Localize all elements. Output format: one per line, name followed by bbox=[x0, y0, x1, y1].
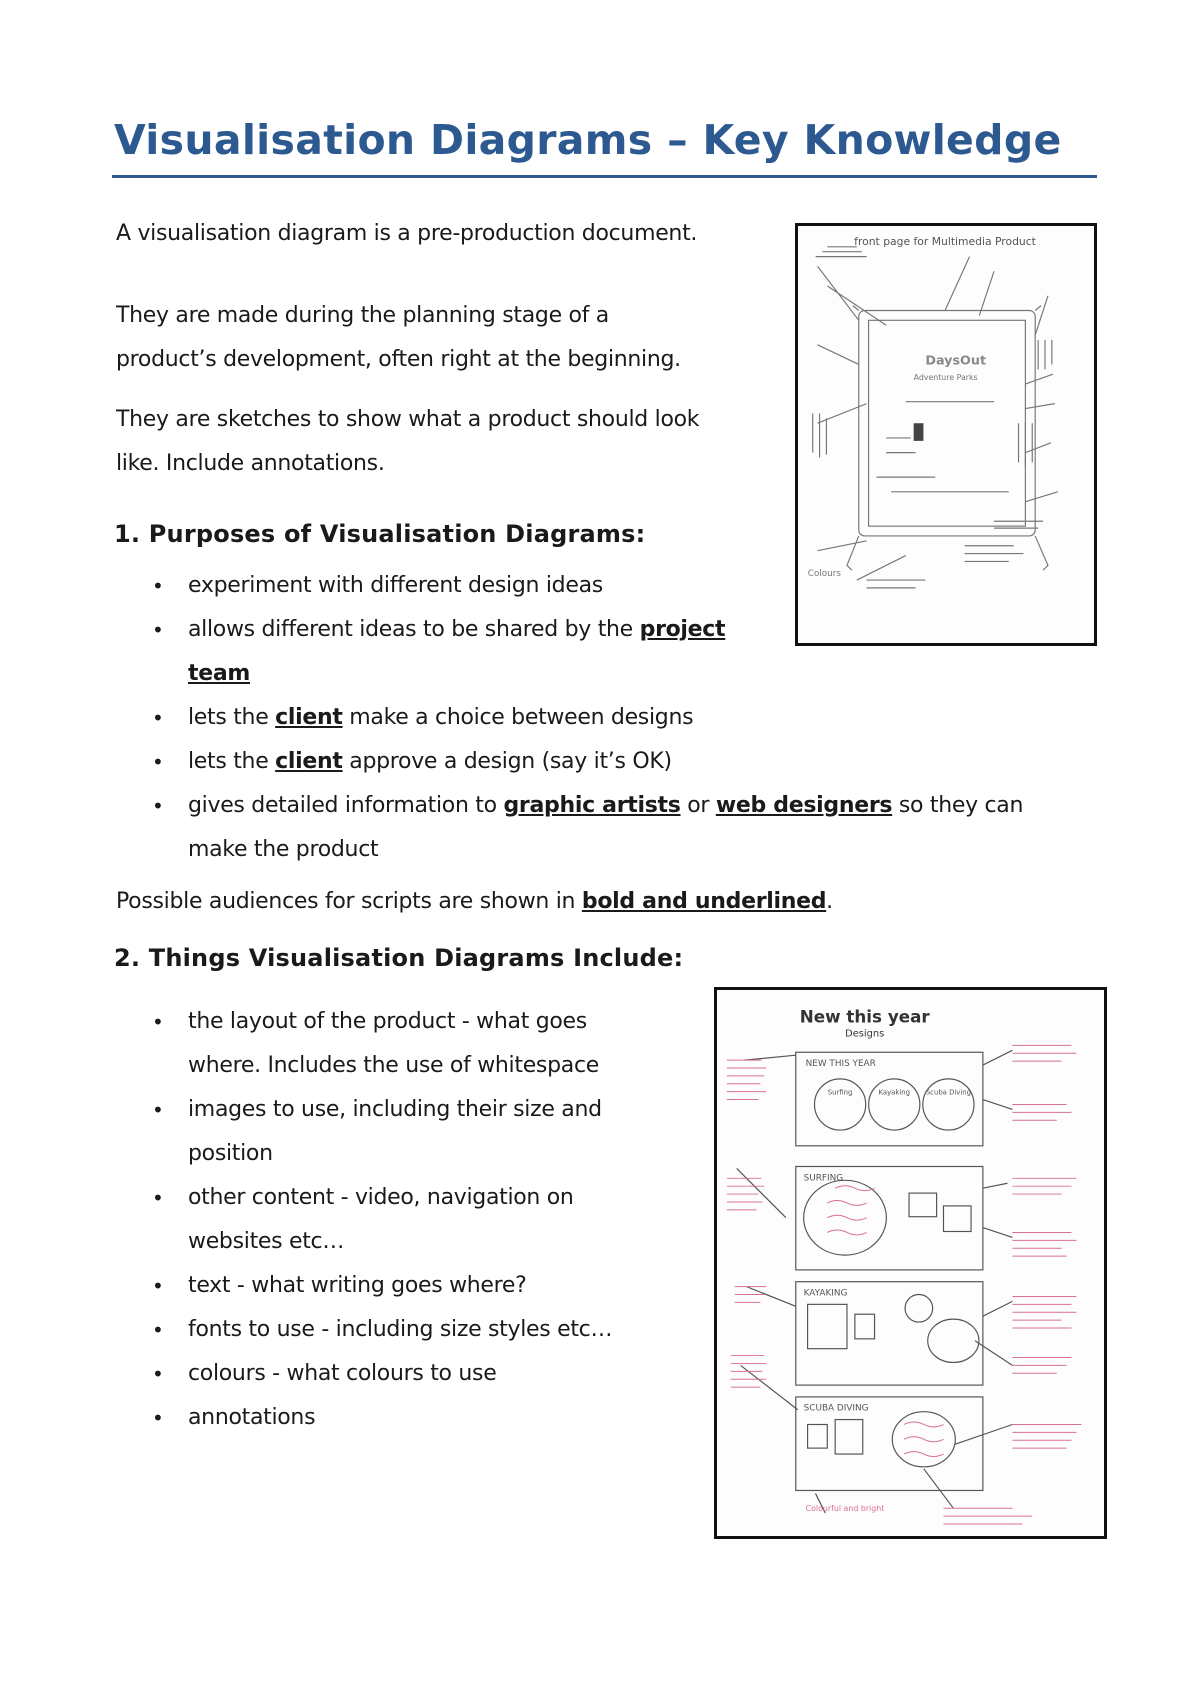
purpose-item bbox=[150, 608, 770, 696]
intro-paragraph-2-line-1: They are made during the planning stage of a bbox=[116, 303, 609, 328]
sketch-2-colours-note: Colourful and bright bbox=[805, 1504, 885, 1514]
audiences-note-emphasis: bold and underlined bbox=[581, 889, 827, 914]
sketch-2-panel-2: SURFING bbox=[803, 1173, 844, 1184]
audiences-note-end: . bbox=[826, 889, 833, 914]
sketch-1-logo: DaysOut bbox=[925, 353, 987, 369]
sketch-1-colours-label: Colours bbox=[807, 569, 841, 580]
purpose-text: gives detailed information to bbox=[188, 793, 504, 818]
include-item: • colours - what colours to use bbox=[150, 1352, 650, 1396]
intro-paragraph-2 bbox=[116, 294, 681, 382]
purpose-item bbox=[150, 564, 770, 608]
audience-client: client bbox=[275, 749, 343, 774]
sketch-2-circle-3: Scuba Diving bbox=[925, 1088, 971, 1097]
website-sketch-drawing bbox=[717, 990, 1104, 1536]
purpose-text: lets the bbox=[188, 705, 276, 730]
sketch-2-panel-3: KAYAKING bbox=[803, 1288, 848, 1299]
audience-project-team: project team bbox=[188, 617, 726, 686]
website-sketch-image bbox=[714, 987, 1107, 1539]
sketch-2-panel-1: NEW THIS YEAR bbox=[805, 1059, 876, 1070]
include-item: • images to use, including their size and position bbox=[150, 1088, 650, 1176]
sketch-2-circle-1: Surfing bbox=[827, 1088, 853, 1097]
intro-paragraph-2-line-2: product’s development, often right at the beginning. bbox=[116, 347, 681, 372]
purpose-text: so they can make the product bbox=[188, 793, 1024, 862]
section-2-heading: 2. Things Visualisation Diagrams Include: bbox=[114, 944, 684, 972]
audiences-note-text: Possible audiences for scripts are shown in bbox=[116, 889, 582, 914]
includes-list bbox=[150, 1000, 650, 1440]
audience-client: client bbox=[275, 705, 343, 730]
purpose-item bbox=[150, 696, 770, 740]
purpose-text: or bbox=[680, 793, 716, 818]
audience-web-designers: web designers bbox=[715, 793, 893, 818]
include-item: • other content - video, navigation on websites etc… bbox=[150, 1176, 650, 1264]
section-1-heading: 1. Purposes of Visualisation Diagrams: bbox=[114, 520, 646, 548]
sketch-2-circle-2: Kayaking bbox=[878, 1088, 911, 1097]
purpose-item bbox=[150, 784, 1068, 872]
sketch-1-qr-mark bbox=[914, 423, 924, 441]
include-item: • fonts to use - including size styles etc… bbox=[150, 1308, 650, 1352]
intro-paragraph-3-line-2: like. Include annotations. bbox=[116, 451, 385, 476]
include-item: • the layout of the product - what goes where. Includes the use of whitespace bbox=[150, 1000, 650, 1088]
front-page-sketch-image bbox=[795, 223, 1097, 646]
purpose-item bbox=[150, 740, 770, 784]
purpose-text: experiment with different design ideas bbox=[188, 573, 603, 598]
include-item: • text - what writing goes where? bbox=[150, 1264, 650, 1308]
purpose-text: lets the bbox=[188, 749, 276, 774]
purpose-text: approve a design (say it’s OK) bbox=[342, 749, 672, 774]
front-page-sketch-drawing bbox=[798, 226, 1094, 643]
sketch-1-heading: front page for Multimedia Product bbox=[854, 234, 1036, 248]
page-title: Visualisation Diagrams – Key Knowledge bbox=[114, 116, 1062, 164]
title-underline bbox=[112, 175, 1097, 178]
intro-paragraph-3-line-1: They are sketches to show what a product should look bbox=[116, 407, 700, 432]
sketch-2-panel-4: SCUBA DIVING bbox=[803, 1403, 869, 1414]
sketch-1-subtitle: Adventure Parks bbox=[913, 373, 978, 383]
intro-paragraph-3 bbox=[116, 398, 699, 486]
audience-graphic-artists: graphic artists bbox=[503, 793, 681, 818]
sketch-2-subheading: Designs bbox=[845, 1028, 885, 1040]
purpose-text: make a choice between designs bbox=[342, 705, 694, 730]
intro-paragraph-1: A visualisation diagram is a pre-production document. bbox=[116, 221, 698, 246]
include-item: • annotations bbox=[150, 1396, 650, 1440]
audiences-note bbox=[116, 880, 833, 924]
sketch-2-heading: New this year bbox=[799, 1006, 930, 1027]
purpose-text: allows different ideas to be shared by the bbox=[188, 617, 640, 642]
